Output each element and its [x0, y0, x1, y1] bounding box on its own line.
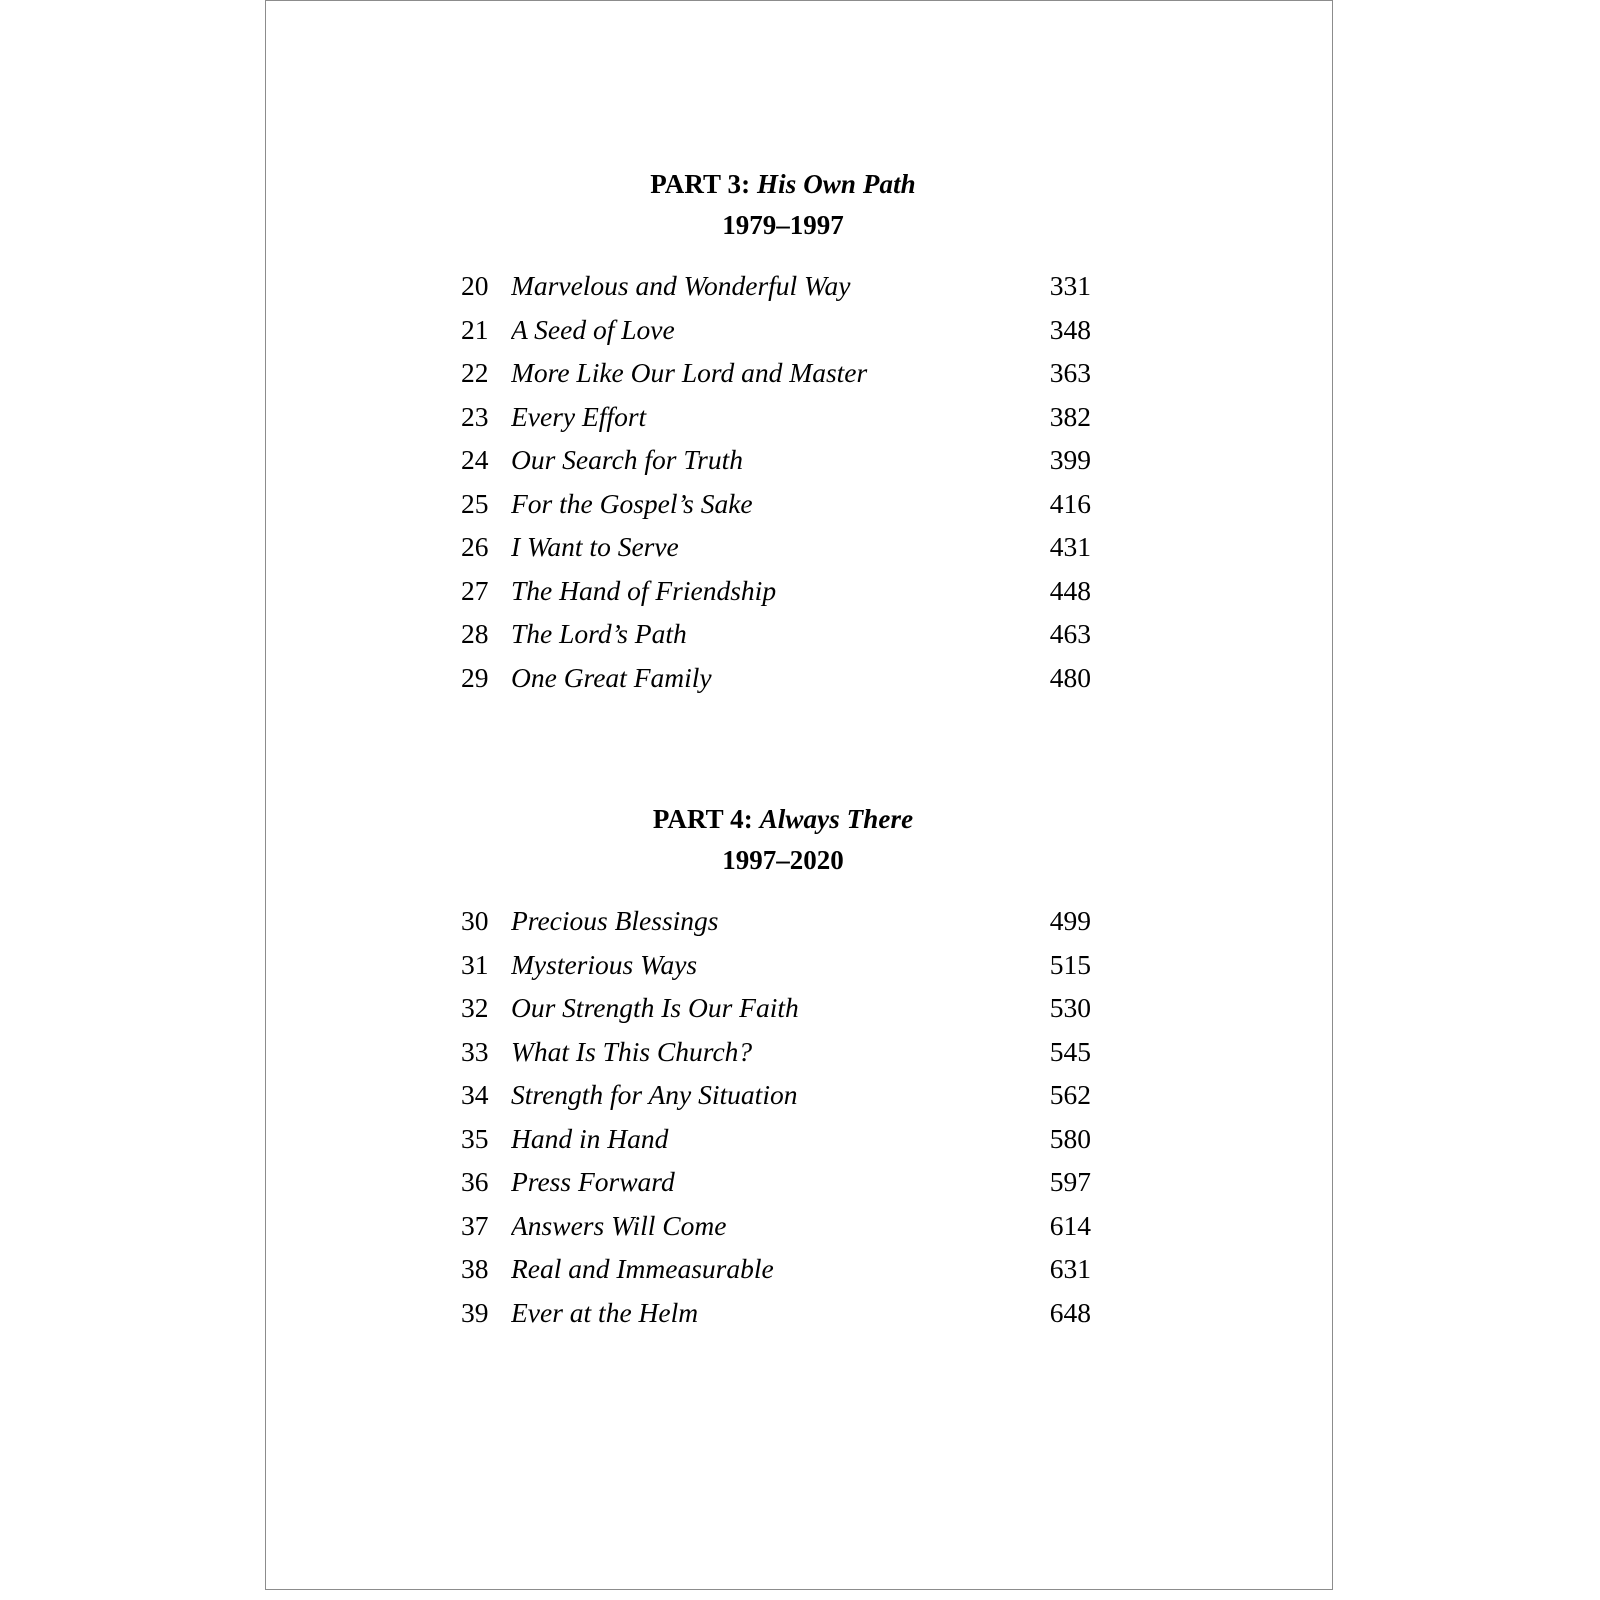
chapter-entry[interactable]: [461, 943, 1091, 987]
chapter-page-number: 331: [1049, 270, 1091, 301]
chapter-title: A Seed of Love: [511, 313, 675, 345]
chapter-page-number: 545: [1049, 1035, 1091, 1067]
chapter-entry[interactable]: [461, 569, 1091, 613]
chapter-number: 20: [461, 270, 489, 301]
chapter-page-number: 631: [1049, 1253, 1091, 1284]
chapter-number: 31: [461, 948, 489, 980]
chapter-number: 23: [461, 400, 489, 432]
part-heading: [461, 806, 1091, 833]
chapter-title: Precious Blessings: [511, 905, 719, 936]
chapter-page-number: 499: [1049, 905, 1091, 936]
chapter-list: [461, 264, 1091, 699]
chapter-page-number: 648: [1049, 1296, 1091, 1328]
chapter-page-number: 416: [1049, 487, 1091, 519]
chapter-title: More Like Our Lord and Master: [511, 357, 868, 388]
chapter-page-number: 431: [1049, 531, 1091, 562]
part-section: [461, 171, 1091, 699]
chapter-entry[interactable]: [461, 438, 1091, 482]
chapter-page-number: 448: [1049, 574, 1091, 606]
chapter-number: 37: [461, 1209, 489, 1241]
chapter-number: 26: [461, 531, 489, 562]
chapter-entry[interactable]: [461, 986, 1091, 1030]
chapter-title: For the Gospel’s Sake: [511, 487, 753, 519]
book-page-sheet: [265, 0, 1333, 1590]
chapter-entry[interactable]: [461, 308, 1091, 352]
chapter-number: 38: [461, 1253, 489, 1284]
chapter-entry[interactable]: [461, 1291, 1091, 1335]
part-year-range: 1997–2020: [722, 845, 844, 875]
chapter-page-number: 614: [1049, 1209, 1091, 1241]
chapter-title: Press Forward: [511, 1166, 675, 1197]
part-section: [461, 806, 1091, 1334]
chapter-page-number: 348: [1049, 313, 1091, 345]
chapter-entry[interactable]: [461, 1030, 1091, 1074]
part-heading: [461, 171, 1091, 198]
part-label: PART 4:: [652, 804, 753, 834]
table-of-contents: [461, 171, 1091, 1334]
chapter-number: 24: [461, 444, 489, 475]
part-title: His Own Path: [757, 169, 916, 199]
chapter-entry[interactable]: [461, 612, 1091, 656]
chapter-page-number: 580: [1049, 1122, 1091, 1154]
chapter-entry[interactable]: [461, 1204, 1091, 1248]
chapter-number: 21: [461, 313, 489, 345]
chapter-title: Ever at the Helm: [511, 1296, 699, 1328]
chapter-entry[interactable]: [461, 482, 1091, 526]
chapter-page-number: 480: [1049, 661, 1091, 693]
chapter-page-number: 562: [1049, 1079, 1091, 1110]
chapter-entry[interactable]: [461, 1160, 1091, 1204]
chapter-entry[interactable]: [461, 395, 1091, 439]
chapter-title: I Want to Serve: [511, 531, 679, 562]
chapter-title: Every Effort: [511, 400, 647, 432]
chapter-entry[interactable]: [461, 264, 1091, 308]
chapter-title: The Hand of Friendship: [511, 574, 777, 606]
chapter-number: 22: [461, 357, 489, 388]
chapter-entry[interactable]: [461, 899, 1091, 943]
part-year-range: 1979–1997: [722, 210, 844, 240]
chapter-entry[interactable]: [461, 1073, 1091, 1117]
chapter-page-number: 399: [1049, 444, 1091, 475]
chapter-number: 28: [461, 618, 489, 649]
chapter-page-number: 597: [1049, 1166, 1091, 1197]
chapter-number: 36: [461, 1166, 489, 1197]
chapter-entry[interactable]: [461, 1117, 1091, 1161]
chapter-page-number: 515: [1049, 948, 1091, 980]
chapter-entry[interactable]: [461, 1247, 1091, 1291]
chapter-page-number: 530: [1049, 992, 1091, 1023]
chapter-title: Our Strength Is Our Faith: [511, 992, 799, 1023]
chapter-title: Marvelous and Wonderful Way: [511, 270, 851, 301]
chapter-number: 32: [461, 992, 489, 1023]
chapter-page-number: 363: [1049, 357, 1091, 388]
chapter-number: 39: [461, 1296, 489, 1328]
chapter-title: What Is This Church?: [511, 1035, 753, 1067]
chapter-title: Answers Will Come: [511, 1209, 727, 1241]
part-label: PART 3:: [650, 169, 751, 199]
chapter-page-number: 463: [1049, 618, 1091, 649]
chapter-entry[interactable]: [461, 656, 1091, 700]
chapter-number: 34: [461, 1079, 489, 1110]
chapter-number: 35: [461, 1122, 489, 1154]
chapter-number: 30: [461, 905, 489, 936]
chapter-page-number: 382: [1049, 400, 1091, 432]
chapter-title: Real and Immeasurable: [511, 1253, 774, 1284]
part-title: Always There: [759, 804, 914, 834]
chapter-title: The Lord’s Path: [511, 618, 687, 649]
chapter-number: 25: [461, 487, 489, 519]
chapter-entry[interactable]: [461, 351, 1091, 395]
chapter-number: 27: [461, 574, 489, 606]
chapter-number: 33: [461, 1035, 489, 1067]
chapter-number: 29: [461, 661, 489, 693]
chapter-entry[interactable]: [461, 525, 1091, 569]
chapter-title: Hand in Hand: [511, 1122, 669, 1154]
chapter-title: Strength for Any Situation: [511, 1079, 798, 1110]
chapter-list: [461, 899, 1091, 1334]
chapter-title: Mysterious Ways: [511, 948, 698, 980]
chapter-title: One Great Family: [511, 661, 712, 693]
chapter-title: Our Search for Truth: [511, 444, 743, 475]
